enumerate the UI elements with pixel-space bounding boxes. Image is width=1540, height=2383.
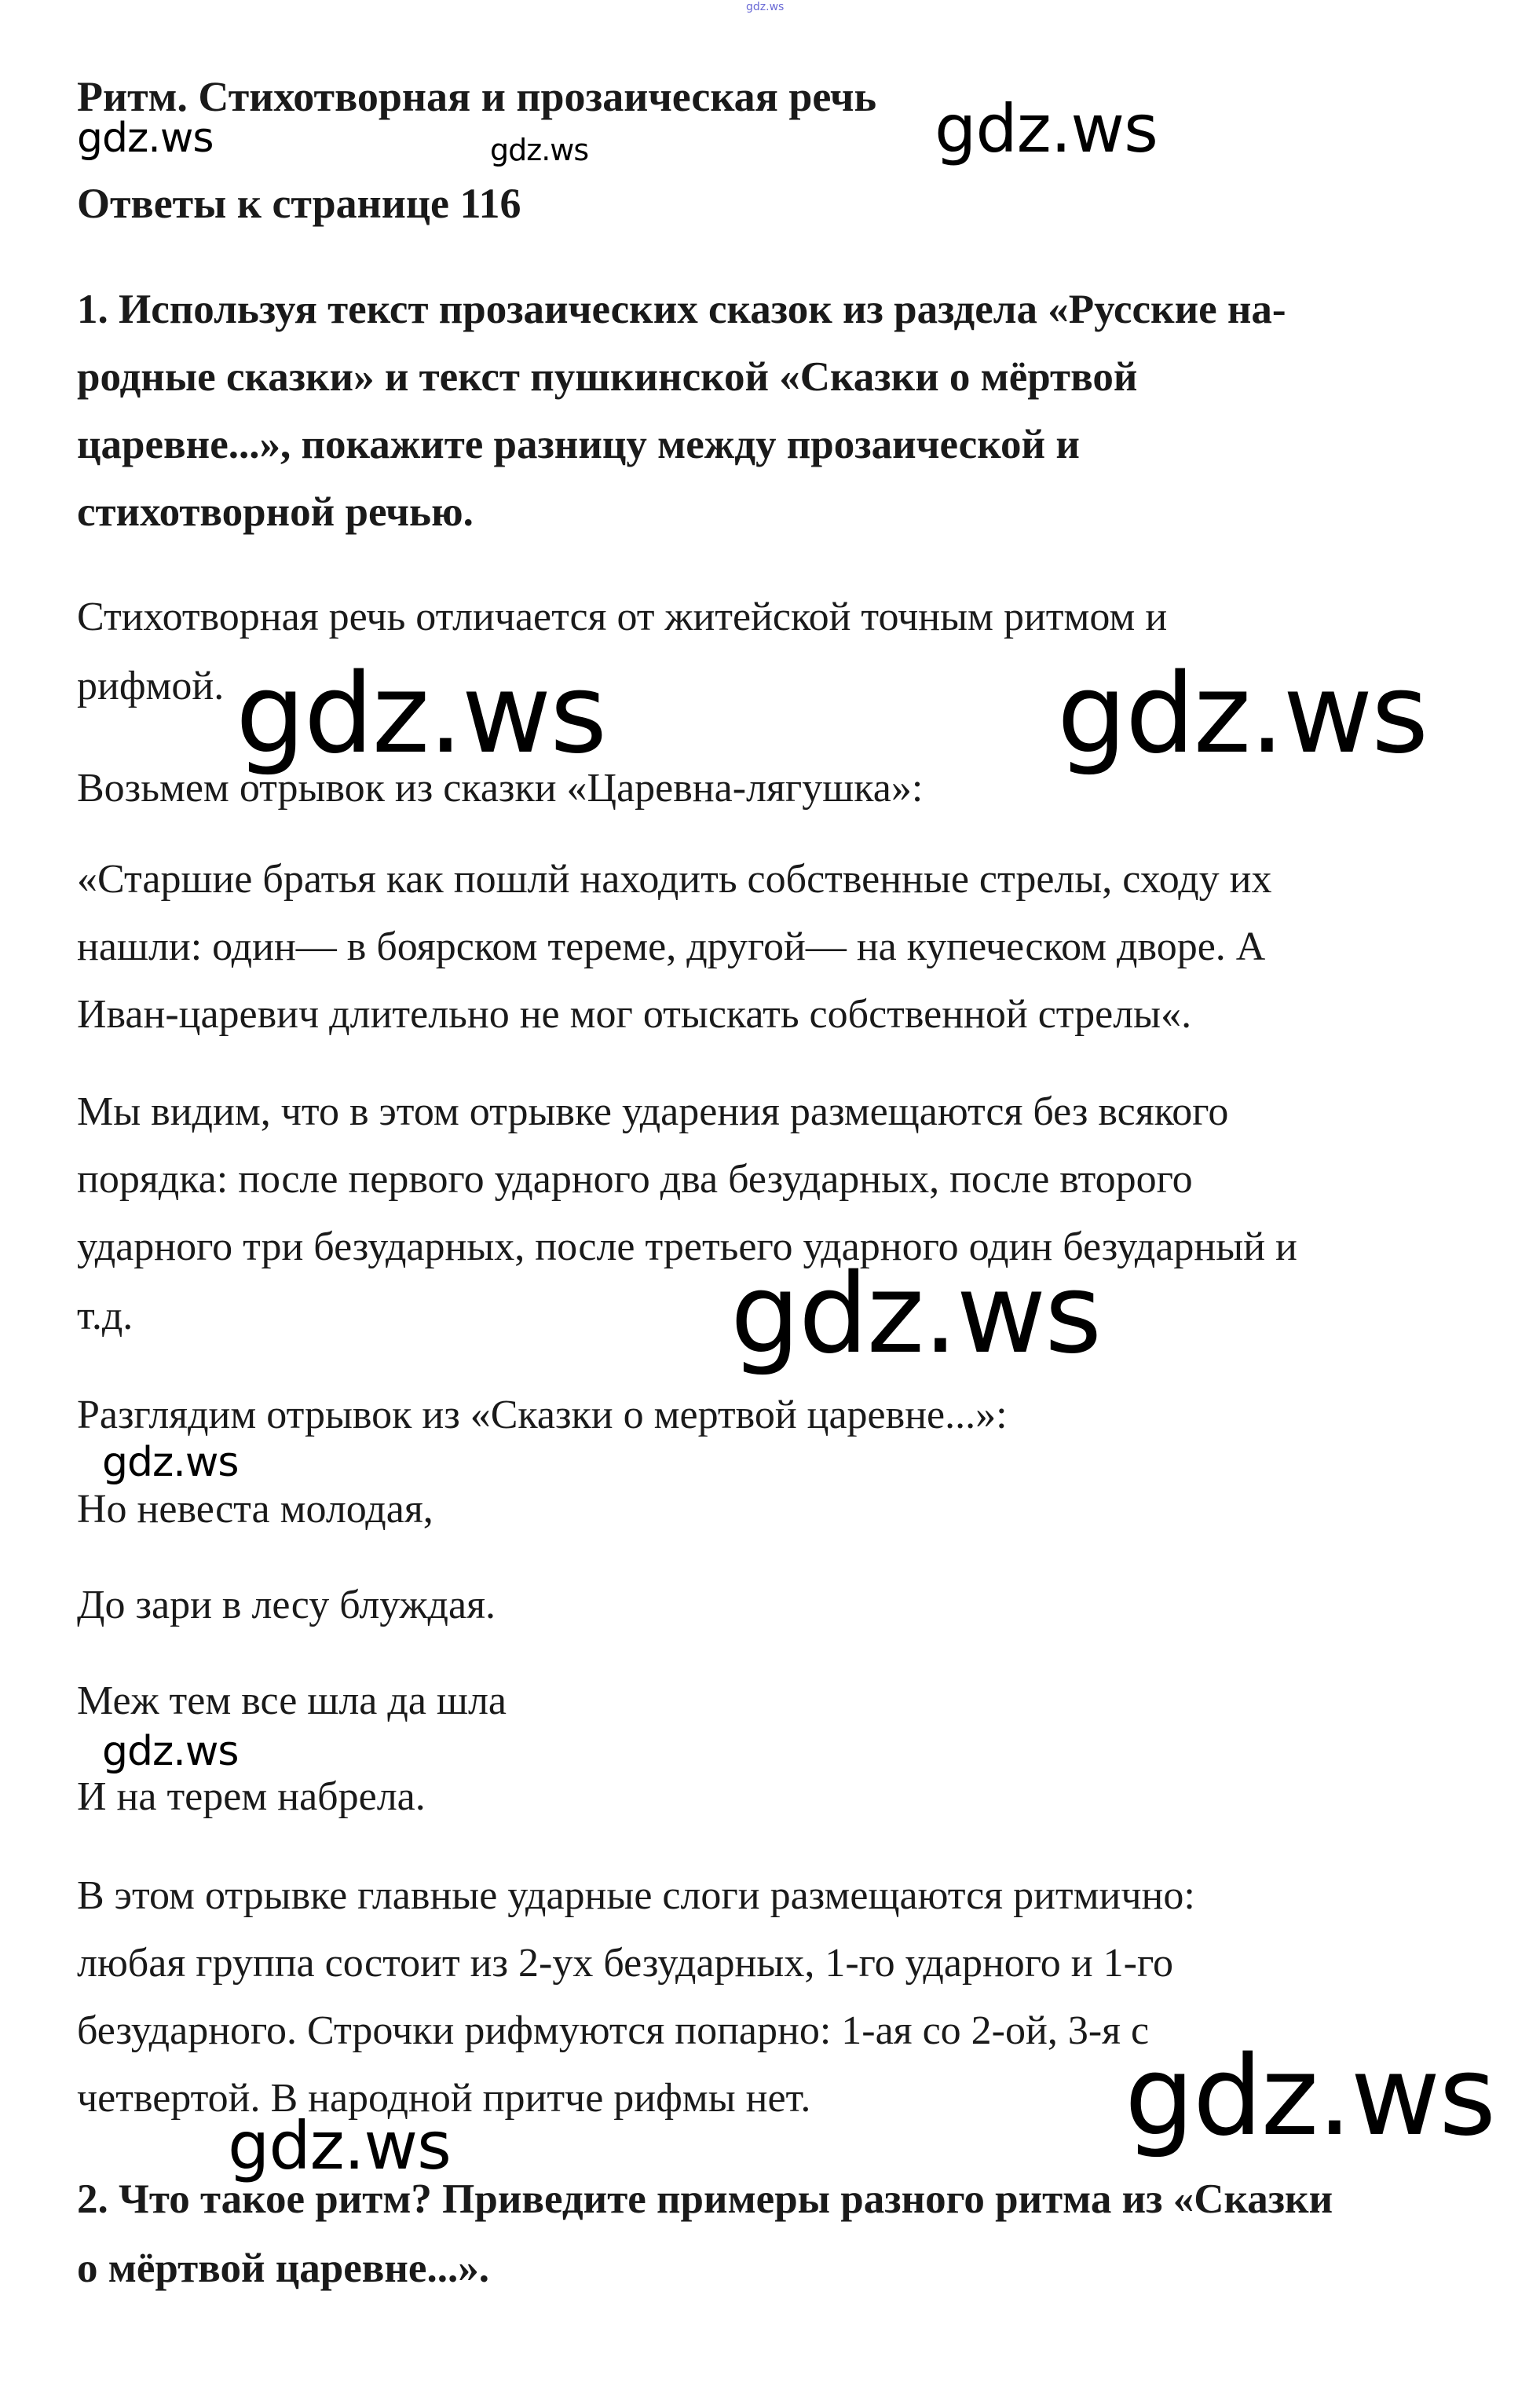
watermark-text: gdz.ws xyxy=(746,1,785,13)
paragraph-line: ударного три безударных, после третьего ударного один безударный и xyxy=(77,1224,1297,1269)
paragraph-line: Мы видим, что в этом отрывке ударения размещаются без всякого xyxy=(77,1089,1229,1134)
paragraph-line: Стихотворная речь отличается от житейской точным ритмом и xyxy=(77,595,1168,639)
watermark-text: gdz.ws xyxy=(1125,2033,1495,2161)
question-line: родные сказки» и текст пушкинской «Сказки о мёртвой xyxy=(77,354,1138,400)
paragraph-line: В этом отрывке главные ударные слоги размещаются ритмично: xyxy=(77,1873,1195,1918)
paragraph-line: любая группа состоит из 2-ух безударных, 1-го ударного и 1-го xyxy=(77,1941,1173,1986)
poem-line: До зари в лесу блуждая. xyxy=(77,1583,496,1627)
watermark-text: gdz.ws xyxy=(1057,650,1428,778)
watermark-text: gdz.ws xyxy=(935,90,1158,167)
question-line: стихотворной речью. xyxy=(77,489,474,535)
question-line: 1. Используя текст прозаических сказок из раздела «Русские на- xyxy=(77,287,1286,332)
page-subtitle: Ответы к странице 116 xyxy=(77,180,521,227)
watermark-text: gdz.ws xyxy=(228,2107,451,2184)
quote-line: нашли: один— в боярском тереме, другой— на купеческом дворе. А xyxy=(77,924,1266,969)
watermark-text: gdz.ws xyxy=(490,133,589,167)
poem-line: И на терем набрела. xyxy=(77,1774,426,1819)
question-line: о мёртвой царевне...». xyxy=(77,2246,489,2291)
watermark-text: gdz.ws xyxy=(102,1728,239,1775)
paragraph-line: четвертой. В народной притче рифмы нет. xyxy=(77,2076,811,2121)
paragraph-line: т.д. xyxy=(77,1294,134,1338)
paragraph-line: порядка: после первого ударного два безударных, после второго xyxy=(77,1157,1193,1202)
watermark-text: gdz.ws xyxy=(102,1439,239,1486)
watermark-text: gdz.ws xyxy=(730,1250,1101,1378)
paragraph-line: рифмой. xyxy=(77,664,225,708)
paragraph-line: безударного. Строчки рифмуются попарно: 1-ая со 2-ой, 3-я с xyxy=(77,2008,1150,2053)
quote-line: Иван-царевич длительно не мог отыскать собственной стрелы«. xyxy=(77,992,1192,1037)
quote-line: «Старшие братья как пошлй находить собственные стрелы, сходу их xyxy=(77,857,1272,902)
paragraph-line: Возьмем отрывок из сказки «Царевна-лягушка»: xyxy=(77,766,924,811)
paragraph-line: Разглядим отрывок из «Сказки о мертвой царевне...»: xyxy=(77,1393,1008,1437)
question-line: царевне...», покажите разницу между прозаической и xyxy=(77,422,1080,467)
poem-line: Но невеста молодая, xyxy=(77,1487,433,1532)
question-line: 2. Что такое ритм? Приведите примеры разного ритма из «Сказки xyxy=(77,2176,1333,2222)
poem-line: Меж тем все шла да шла xyxy=(77,1678,507,1723)
watermark-text: gdz.ws xyxy=(236,650,606,778)
watermark-text: gdz.ws xyxy=(77,115,214,162)
page-title: Ритм. Стихотворная и прозаическая речь xyxy=(77,73,877,120)
